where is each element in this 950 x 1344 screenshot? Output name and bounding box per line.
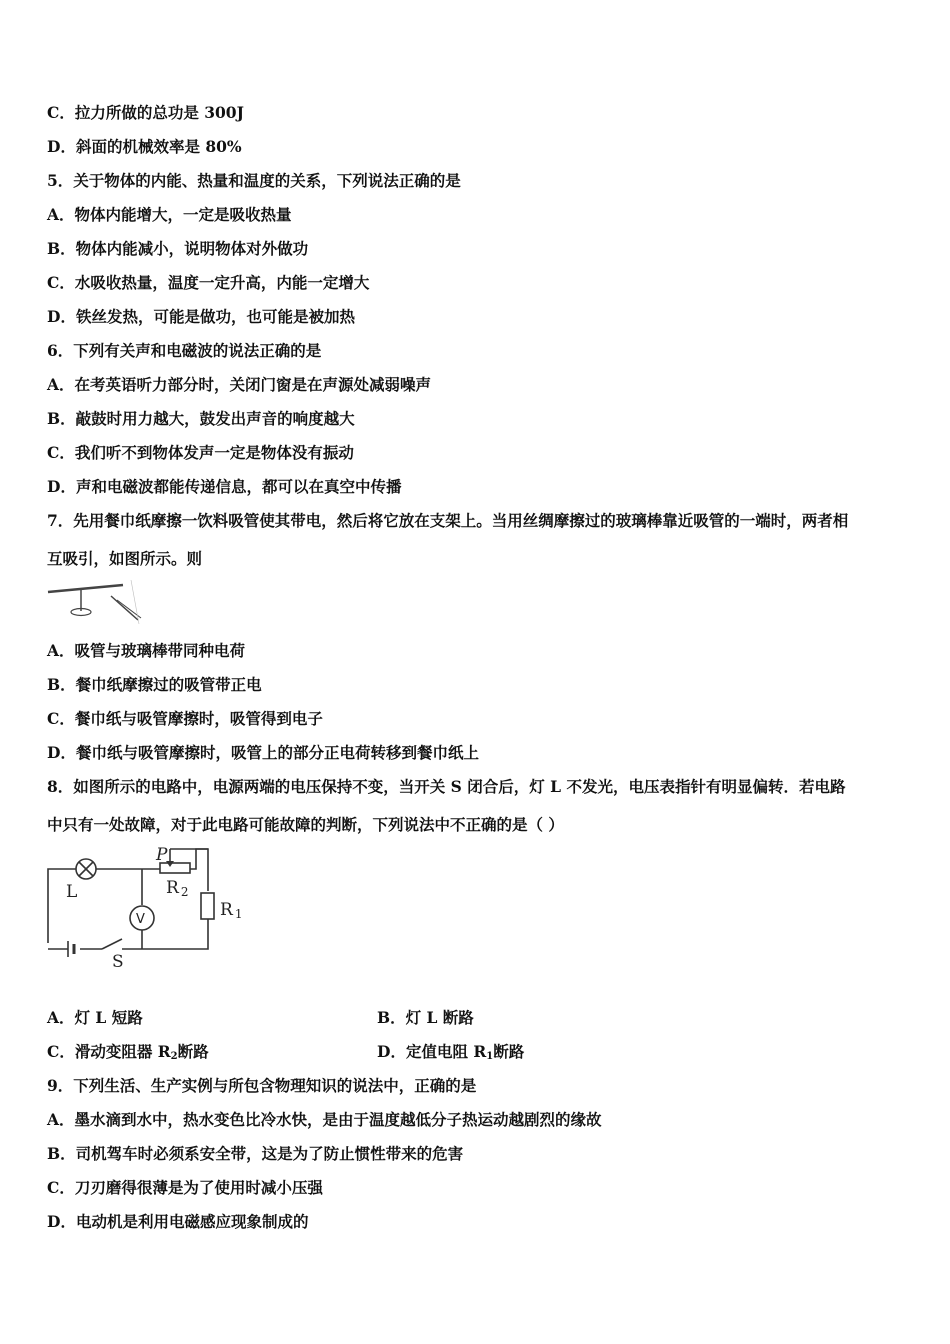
q7-option-c: C．餐巾纸与吸管摩擦时，吸管得到电子 [47, 709, 323, 728]
q7-option-a: A．吸管与玻璃棒带同种电荷 [47, 641, 246, 660]
q9-stem: 9．下列生活、生产实例与所包含物理知识的说法中，正确的是 [47, 1076, 477, 1095]
label-lamp: L [66, 882, 78, 902]
q8-option-b: B．灯 L 断路 [377, 1008, 474, 1027]
q6-option-c: C．我们听不到物体发声一定是物体没有振动 [47, 443, 354, 462]
q7-option-d: D．餐巾纸与吸管摩擦时，吸管上的部分正电荷转移到餐巾纸上 [47, 743, 479, 762]
q6-option-a: A．在考英语听力部分时，关闭门窗是在声源处减弱噪声 [47, 375, 432, 394]
q7-option-b: B．餐巾纸摩擦过的吸管带正电 [47, 675, 262, 694]
label-voltmeter: V [136, 912, 145, 927]
label-slider: P [156, 845, 168, 865]
q8-option-c: C．滑动变阻器 $R_2$断路 [47, 1042, 209, 1062]
q9-option-d: D．电动机是利用电磁感应现象制成的 [47, 1212, 309, 1231]
q9-option-a: A．墨水滴到水中，热水变色比冷水快，是由于温度越低分子热运动越剧烈的缘故 [47, 1110, 602, 1129]
q6-stem: 6．下列有关声和电磁波的说法正确的是 [47, 341, 322, 360]
q8-stem-line2: 中只有一处故障，对于此电路可能故障的判断，下列说法中不正确的是（ ） [47, 815, 564, 834]
glass-rod [111, 596, 138, 620]
q8-option-a: A．灯 L 短路 [47, 1008, 143, 1027]
label-r2: R 2 [166, 878, 189, 899]
q7-stem-line1: 7．先用餐巾纸摩擦一饮料吸管使其带电，然后将它放在支架上。当用丝绸摩擦过的玻璃棒靠近吸管的一端时，两者相 [47, 511, 849, 530]
switch-s [102, 939, 122, 949]
wire-rheostat-right [190, 849, 208, 869]
label-switch: S [112, 952, 124, 972]
q5-option-a: A．物体内能增大，一定是吸收热量 [47, 205, 292, 224]
resistor-r1 [201, 893, 214, 919]
q8-option-d: D．定值电阻 $R_1$断路 [377, 1042, 525, 1062]
circuit-diagram [44, 843, 254, 973]
q5-option-b: B．物体内能减小，说明物体对外做功 [47, 239, 309, 258]
wire-right-bottom [122, 919, 208, 949]
q4-option-c: C．拉力所做的总功是 300J [47, 103, 244, 122]
label-r1: R 1 [220, 900, 243, 921]
q4-option-d: D．斜面的机械效率是 80% [47, 137, 242, 156]
q9-option-b: B．司机驾车时必须系安全带，这是为了防止惯性带来的危害 [47, 1144, 464, 1163]
q6-option-b: B．敲鼓时用力越大，鼓发出声音的响度越大 [47, 409, 355, 428]
straw [48, 585, 123, 592]
q5-stem: 5．关于物体的内能、热量和温度的关系，下列说法正确的是 [47, 171, 461, 190]
q5-option-d: D．铁丝发热，可能是做功，也可能是被加热 [47, 307, 355, 326]
straw-on-stand-figure [45, 578, 143, 626]
wire-left [48, 869, 76, 943]
q5-option-c: C．水吸收热量，温度一定升高，内能一定增大 [47, 273, 370, 292]
q9-option-c: C．刀刃磨得很薄是为了使用时减小压强 [47, 1178, 323, 1197]
q8-stem-line1: 8．如图所示的电路中，电源两端的电压保持不变，当开关 S 闭合后，灯 L 不发光，电压表指针有明显偏转．若电路 [47, 777, 846, 796]
q7-stem-line2: 互吸引，如图所示。则 [47, 549, 203, 568]
q6-option-d: D．声和电磁波都能传递信息，都可以在真空中传播 [47, 477, 402, 496]
